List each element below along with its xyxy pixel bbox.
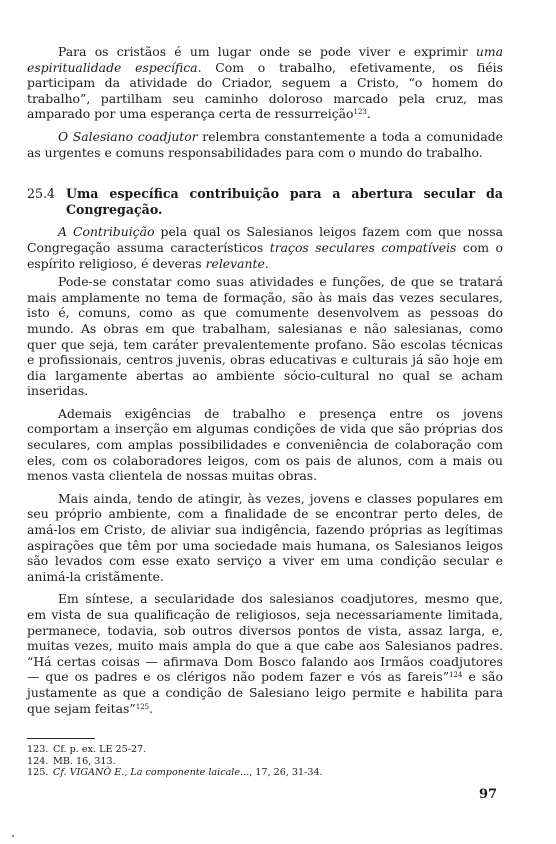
footnote-125: 125. Cf. VIGANÒ E., La componente laicale..., 17, 26, 31-34.: [27, 767, 323, 779]
section-number: 25.4: [27, 186, 56, 202]
page-body: [27, 44, 503, 716]
footnote-divider: [27, 738, 95, 739]
paragraph-5: Ademais exigências de trabalho e presença entre os jovens comportam a inserção em algumas condições de vida que são próprias dos seculares, com amplas possibilidades e conveniência de colaboração com eles, com os colaboradores leigos, com os pais de alunos, com a mais ou menos vasta clientela de nossas muitas obras.: [27, 405, 503, 484]
footnote-124: 124. MB. 16, 313.: [27, 755, 116, 767]
paragraph-6: Mais ainda, tendo de atingir, às vezes, jovens e classes populares em seu próprio ambiente, com a finalidade de se encontrar perto deles, de amá-los em Cristo, de aliviar sua indigência, fazendo próprias as legítimas aspirações que têm por uma sociedade mais humana, os Salesianos leigos são levados com esse exato serviço a viver em uma condição secular e animá-la cristãmente.: [27, 490, 503, 584]
footnote-ref-123[interactable]: 123: [353, 108, 367, 117]
scan-speck: [12, 835, 14, 837]
footnote-ref-124[interactable]: 124: [449, 671, 463, 680]
paragraph-1: Para os cristãos é um lugar onde se pode viver e exprimir uma espiritualidade específica. Com o trabalho, efetivamente, os fiéis participam da atividade do Criador, seguem a Cristo, “o homem do trabalho”, partilham seu caminho doloroso marcado pela cruz, mas amparado por uma esperança certa de ressurreição$^{123}$.: [27, 44, 503, 122]
section-title: Uma específica contribuição para a abertura secular da Congregação.: [66, 186, 503, 217]
page-number: 97: [479, 787, 498, 802]
paragraph-2: O Salesiano coadjutor relembra constantemente a toda a comunidade as urgentes e comuns responsabilidades para com o mundo do trabalho.: [27, 128, 503, 160]
footnotes: [27, 738, 503, 779]
footnote-ref-125[interactable]: 125: [135, 702, 150, 711]
section-heading: [27, 186, 503, 217]
footnote-123: 123. Cf. p. ex. LE 25-27.: [27, 744, 147, 755]
paragraph-3: A Contribuição pela qual os Salesianos leigos fazem com que nossa Congregação assuma característicos traços seculares compatíveis com o espírito religioso, é deveras relevante.: [27, 224, 503, 271]
paragraph-4: Pode-se constatar como suas atividades e funções, de que se tratará mais amplamente no tema de formação, são às mais das vezes seculares, isto é, comuns, como as que comumente desenvolvem as pessoas do mundo. As obras em que trabalham, salesianas e não salesianas, como quer que seja, tem caráter prevalentemente profano. São escolas técnicas e profissionais, centros juvenis, obras educativas e culturais já são hoje em dia largamente abertas ao ambiente sócio-cultural no qual se acham inseridas.: [27, 274, 503, 399]
paragraph-7: Em síntese, a secularidade dos salesianos coadjutores, mesmo que, em vista de sua qualificação de religiosos, seja necessariamente limitada, permanece, todavia, sob outros diversos pontos de vista, assaz larga, e, muitas vezes, muito mais ampla do que a que cabe aos Salesianos padres. “Há certas coisas — afirmava Dom Bosco falando aos Irmãos coadjutores — que os padres e os clérigos não podem fazer e vós as fareis”$^{124}$ e são justamente as que a condição de Salesiano leigo permite e habilita para que sejam feitas”$^{125}$.: [27, 591, 503, 716]
